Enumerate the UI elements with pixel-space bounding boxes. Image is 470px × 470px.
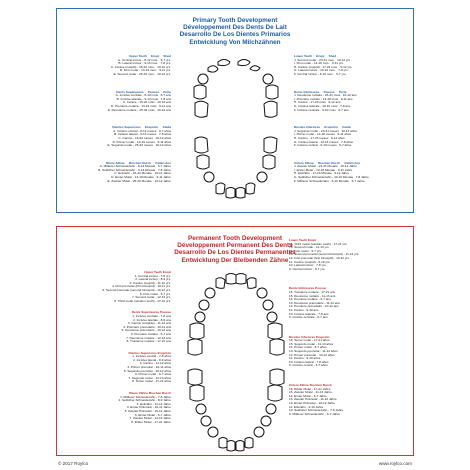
tooth-row: 11. Eckzahn - 9-10 Jahre	[289, 404, 324, 409]
tooth-row: G. Seitlicher Schneidezahn - 10-16 Monate 7-8 Jahre	[294, 175, 369, 180]
tooth-row: 8. Dritter Molar - 17-21 Jahre	[131, 419, 171, 424]
tooth-row: 4. Primer premolar - 10-11 años	[127, 365, 171, 370]
tooth-row: F. Incisivo central - 6-10 meses 6-7 años	[294, 143, 352, 148]
tooth-row: 4. Première prémolaire - 10-11 ans	[123, 324, 171, 329]
tooth-row: H. Canino - 17-23 meses 9-12 años	[294, 135, 345, 140]
tooth-row: D. First molar - 13-19 mos. 9-11 yrs.	[119, 68, 171, 73]
permanent-lower-fr	[289, 287, 389, 319]
tooth-row: E. Second molar - 25-33 mos. 10-12 yrs.	[113, 71, 171, 76]
tooth-row: 12. Première prémolaire - 10-12 ans	[289, 304, 339, 309]
tooth-row: 15. Zweiter Molar - 11-13 Jahre	[289, 390, 332, 395]
tooth-row: 4. First premolar (first bicuspid) - 10-11 yrs.	[112, 284, 171, 289]
website-link[interactable]: www.roylco.com	[378, 461, 412, 466]
primary-lower-fr	[294, 91, 394, 113]
tooth-row: 13. Deuxième prémolaire - 11-12 ans	[289, 300, 340, 305]
tooth-icon	[268, 323, 282, 339]
tooth-icon	[266, 404, 276, 414]
section-header: Dents Supérieures Pousse Perte	[116, 89, 171, 94]
permanent-lower-de	[289, 384, 389, 416]
tooth-row: 2. Lateral incisor - 8-9 yrs.	[135, 277, 171, 282]
tooth-icon	[218, 60, 230, 66]
tooth-row: 2. Seitlicher Schneidezahn - 8-9 Jahre	[118, 398, 171, 403]
tooth-row: H. Canine (cuspid) - 17-23 mos. 9-12 yrs.	[294, 64, 353, 69]
tooth-row: C. Canine - 16-22 mois 10-12 ans	[122, 100, 171, 105]
section-header: Lower Teeth Erupt	[289, 238, 316, 242]
tooth-icon	[227, 441, 235, 452]
primary-upper-en	[71, 55, 171, 77]
tooth-row: D. Première molaire - 13-19 mois 9-11 ans	[111, 103, 171, 108]
tooth-row: J. Zweiter Molar - 23-31 Monate 10-12 Jahre	[294, 164, 357, 169]
primary-title-en: Primary Tooth Development	[192, 17, 278, 24]
tooth-row: 14. Erster Molar - 6-7 Jahre	[289, 393, 327, 398]
tooth-row: B. Lateral incisor - 9-13 mos. 7-8 yrs.	[118, 61, 171, 66]
tooth-row: 13. Zweiter Prämolar - 11-12 Jahre	[289, 397, 337, 402]
tooth-row: 6. Primer molar - 6-7 años	[135, 372, 171, 377]
primary-upper-de	[71, 162, 171, 184]
permanent-lower-es	[289, 336, 389, 368]
primary-title-es: Desarrollo De Los Dientes Primarios	[179, 31, 291, 39]
permanent-upper-column	[71, 271, 171, 424]
tooth-row: G. Incisivo lateral - 10-16 meses 7-8 años	[294, 139, 353, 144]
tooth-icon	[236, 274, 246, 285]
tooth-row: I. Erster Molar - 14-18 Monate 9-11 Jahre	[294, 167, 353, 172]
section-header: Upper Teeth Erupt	[144, 270, 171, 274]
tooth-icon	[199, 300, 209, 310]
section-header: Untere Zähne Brechen Durch	[289, 383, 332, 388]
section-header: Dientes Inferiores Erupción Caída	[294, 125, 351, 130]
section-header: Dientes Superiores Erupción	[128, 350, 171, 355]
tooth-row: 3. Eckzahn - 11-12 Jahre	[136, 401, 171, 406]
tooth-icon	[268, 385, 282, 401]
primary-lower-en	[294, 55, 394, 77]
tooth-row: I. Primer molar - 14-18 meses 9-11 años	[294, 132, 352, 137]
permanent-lower-arch	[188, 369, 284, 451]
tooth-row: C. Eckzahn - 16-22 Monate 10-12 Jahre	[114, 171, 171, 176]
tooth-icon	[236, 188, 245, 199]
permanent-tooth-card	[56, 226, 414, 456]
permanent-upper-es	[71, 352, 171, 384]
tooth-icon	[236, 441, 244, 452]
tooth-icon	[257, 172, 267, 182]
tooth-row: 11. Canine (cuspid) - 9-10 yrs.	[289, 259, 331, 264]
tooth-row: 5. Zweiter Prämolar - 10-12 Jahre	[124, 409, 171, 413]
tooth-row: F. Mittlerer Schneidezahn - 6-10 Monate 6-7 Jahre	[294, 178, 365, 183]
tooth-icon	[195, 312, 205, 322]
tooth-icon	[196, 404, 206, 414]
tooth-row: 7. Second molar - 12-13 yrs.	[131, 295, 171, 300]
tooth-row: 9. Incisive centrale - 6-7 ans	[289, 315, 328, 320]
tooth-icon	[198, 74, 208, 84]
tooth-row: 3. Canino - 11-12 años	[139, 361, 171, 366]
tooth-icon	[219, 438, 227, 449]
tooth-icon	[263, 155, 275, 169]
primary-tooth-card	[56, 8, 414, 213]
tooth-row: 9. Central incisor - 6-7 yrs.	[289, 266, 326, 271]
copyright-text: © 2017 Roylco	[58, 461, 89, 466]
tooth-row: 16. Troisième molaire - 17-21 ans	[289, 289, 336, 294]
permanent-lower-column	[289, 239, 389, 416]
tooth-icon	[246, 183, 255, 194]
tooth-row: 7. Segundo molar - 12-13 años	[128, 375, 171, 380]
tooth-row: 10. Incisive latérale - 7-8 ans	[289, 311, 329, 316]
tooth-row: 10. Lateral incisor - 7-8 yrs.	[289, 263, 327, 268]
primary-upper-column	[71, 55, 171, 183]
tooth-icon	[264, 137, 277, 153]
tooth-icon	[245, 438, 253, 449]
tooth-icon	[270, 369, 284, 385]
section-header: Dents Supérieures Pousse	[131, 310, 171, 315]
section-header: Upper Teeth Erupt Shed	[128, 54, 171, 58]
tooth-icon	[257, 288, 267, 298]
section-header: Obere Zähne Brechen Durch Fallen Aus	[105, 160, 171, 165]
tooth-row: 7. Deuxième molaire - 12-13 ans	[126, 335, 171, 340]
section-header: Lower Teeth Erupt Shed	[294, 54, 337, 58]
tooth-row: A. Central incisor - 8-12 mos. 6-7 yrs.	[118, 57, 171, 62]
tooth-row: 12. Primer premolar - 10-12 años	[289, 352, 335, 357]
permanent-upper-fr	[71, 311, 171, 343]
tooth-icon	[270, 339, 284, 355]
tooth-row: 2. Incisive latérale - 8-9 ans	[133, 317, 171, 322]
tooth-row: 8. Troisième molaire - 17-21 ans	[126, 339, 171, 344]
tooth-row: E. Deuxième molaire - 25-33 mois 10-12 ans	[107, 107, 171, 112]
tooth-row: 16. Dritter Molar - 17-21 Jahre	[289, 386, 331, 391]
tooth-icon	[263, 74, 273, 84]
tooth-row: I. First molar - 14-18 mos. 9-11 yrs.	[294, 61, 344, 66]
tooth-row: J. Deuxième molaire - 23-31 mois 10-12 ans	[294, 93, 357, 98]
permanent-title-en: Permanent Tooth Development	[188, 235, 282, 242]
section-header: Untere Zähne Brechen Durch Fallen Aus	[294, 160, 361, 165]
tooth-row: H. Canine - 17-23 mois 9-12 ans	[294, 100, 341, 105]
tooth-icon	[216, 278, 225, 289]
primary-lower-column	[294, 55, 394, 183]
tooth-row: 5. Second premolar (second bicuspid) - 10-12 yrs.	[102, 287, 171, 292]
tooth-row: J. Segundo molar - 23-31 meses 10-12 años	[294, 128, 357, 133]
tooth-row: 15. Second molar - 11-13 yrs.	[289, 245, 330, 250]
tooth-icon	[188, 369, 202, 385]
section-header: Dientes Inferiores Erupción	[289, 334, 330, 339]
section-header: Dents Inférieures Pousse	[289, 286, 327, 291]
permanent-dental-arch-diagram	[178, 271, 294, 455]
section-header: Dents Inférieures Pousse Perte	[294, 89, 347, 94]
tooth-row: E. Zweiter Molar - 25-33 Monate 10-12 Jahre	[107, 178, 171, 183]
primary-upper-fr	[71, 91, 171, 113]
tooth-row: 9. Mittlerer Schneidezahn - 6-7 Jahre	[289, 411, 340, 416]
tooth-row: G. Incisive latérale - 10-16 mois 7-8 ans	[294, 103, 351, 108]
tooth-icon	[254, 427, 264, 437]
tooth-row: 12. Erster Prämolar - 10-12 Jahre	[289, 401, 336, 405]
tooth-icon	[208, 66, 218, 72]
tooth-row: A. Incisive centrale - 8-12 mois 6-7 ans	[115, 93, 171, 98]
permanent-upper-de	[71, 392, 171, 424]
tooth-row: B. Incisive latérale - 9-13 mois 7-8 ans	[116, 96, 171, 101]
tooth-row: 10. Incisivo lateral - 7-8 años	[289, 359, 329, 364]
tooth-icon	[267, 312, 277, 322]
primary-title-de: Entwicklung Von Milchzähnen	[189, 38, 281, 46]
tooth-icon	[266, 85, 278, 99]
tooth-row: 3. Canine (cuspid) - 11-12 yrs.	[129, 280, 171, 285]
tooth-row: 16. Tercer molar - 17-21 años	[289, 338, 330, 343]
tooth-icon	[216, 183, 225, 194]
tooth-row: 9. Incisivo central - 6-7 años	[289, 363, 328, 368]
tooth-row: D. Erster Molar - 13-19 Monate 9-11 Jahre	[111, 175, 171, 180]
tooth-icon	[264, 101, 277, 117]
tooth-row: 2. Incisivo lateral - 8-9 años	[133, 357, 171, 362]
tooth-row: C. Canino - 16-22 meses 10-12 años	[118, 135, 171, 140]
permanent-title-es: Desarrollo De Los Dientes Permanentes	[174, 249, 296, 257]
primary-titles	[57, 17, 413, 46]
tooth-row: B. Incisivo lateral - 9-13 meses 7-8 años	[114, 132, 171, 137]
tooth-row: G. Lateral incisor - 10-16 mos. 7-8 yrs.	[294, 68, 349, 73]
tooth-icon	[247, 278, 256, 289]
tooth-row: 13. Segundo premolar - 11-12 años	[289, 349, 338, 354]
tooth-row: 1. Central incisor - 7-8 yrs.	[134, 273, 171, 278]
tooth-row: 11. Canine - 9-10 ans	[289, 307, 319, 312]
tooth-row: 15. Deuxième molaire - 11-13 ans	[289, 293, 336, 298]
tooth-row: 14. Première molaire - 6-7 ans	[289, 297, 331, 302]
tooth-icon	[263, 300, 273, 310]
primary-lower-arch	[195, 137, 277, 198]
tooth-row: 14. Primer molar - 6-7 años	[289, 345, 327, 350]
tooth-icon	[226, 274, 236, 285]
tooth-row: 6. Erster Molar - 6-7 Jahre	[134, 412, 171, 417]
section-header: Dientes Superiores Erupción Caída	[112, 125, 171, 130]
tooth-icon	[205, 288, 215, 298]
tooth-row: 8. Tercer molar - 17-21 años	[132, 379, 171, 384]
tooth-icon	[197, 155, 209, 169]
tooth-row: 15. Segundo molar - 11-13 años	[289, 341, 334, 346]
permanent-upper-en	[71, 271, 171, 303]
tooth-icon	[226, 188, 235, 199]
tooth-icon	[188, 339, 202, 355]
tooth-row: 1. Incisivo central - 7-8 años	[132, 354, 171, 359]
tooth-row: 1. Incisive centrale - 7-8 ans	[132, 313, 171, 318]
tooth-icon	[190, 323, 204, 339]
permanent-title-fr: Développement Permanent Des Dents	[177, 242, 293, 250]
tooth-row: A. Incisivo central - 8-12 meses 6-7 años	[113, 128, 171, 133]
tooth-row: 6. Première molaire - 6-7 ans	[130, 331, 171, 336]
tooth-row: 13. Second premolar (second bicuspid) - 11-12 yrs.	[289, 252, 360, 257]
tooth-row: H. Eckzahn - 17-23 Monate 9-12 Jahre	[294, 171, 350, 176]
tooth-row: 1. Mittlerer Schneidezahn - 7-8 Jahre	[120, 394, 171, 399]
tooth-row: 16. Third molar (wisdom tooth) - 17-21 yrs.	[289, 241, 348, 246]
tooth-row: D. Primer molar - 13-19 meses 9-11 años	[112, 139, 171, 144]
tooth-icon	[208, 427, 218, 437]
tooth-row: 11. Canino - 9-10 años	[289, 356, 321, 361]
tooth-row: 7. Zweiter Molar - 12-13 Jahre	[129, 416, 171, 421]
tooth-row: 8. Third molar (wisdom tooth) - 17-21 yrs.	[114, 298, 171, 303]
tooth-icon	[201, 416, 211, 426]
tooth-row: 10. Seitlicher Schneidezahn - 7-8 Jahre	[289, 408, 344, 413]
permanent-upper-arch	[188, 274, 284, 356]
tooth-icon	[195, 137, 208, 153]
tooth-row: 5. Deuxième prémolaire - 10-12 ans	[121, 328, 171, 333]
primary-dental-arch-diagram	[188, 53, 284, 203]
tooth-row: F. Incisive centrale - 6-10 mois 6-7 ans	[294, 107, 349, 112]
tooth-icon	[194, 85, 206, 99]
tooth-row: F. Central incisor - 6-10 mos. 6-7 yrs.	[294, 71, 347, 76]
tooth-row: 12. First premolar (first bicuspid) - 10-12 yrs.	[289, 255, 350, 260]
primary-title-fr: Développement Des Dents De Lait	[183, 24, 287, 32]
primary-lower-de	[294, 162, 394, 184]
tooth-icon	[238, 60, 250, 66]
tooth-icon	[190, 385, 204, 401]
permanent-lower-en	[289, 239, 389, 271]
primary-lower-es	[294, 126, 394, 148]
tooth-icon	[250, 66, 260, 71]
tooth-row: B. Seitlicher Schneidezahn - 9-13 Monate 7-8 Jahre	[98, 167, 171, 172]
tooth-row: C. Canine (cuspid) - 16-22 mos. 10-12 yrs.	[110, 64, 171, 69]
tooth-row: A. Mittlerer Schneidezahn - 8-12 Monate 6-7 Jahre	[99, 164, 171, 169]
tooth-icon	[261, 416, 271, 426]
tooth-row: I. Première molaire - 14-18 mois 9-11 ans	[294, 96, 353, 101]
tooth-row: E. Segundo molar - 25-33 meses 10-12 años	[107, 143, 171, 148]
tooth-row: 3. Canine (cuspide) - 11-12 ans	[127, 321, 171, 326]
tooth-row: 14. First molar - 6-7 yrs.	[289, 248, 322, 253]
tooth-icon	[204, 172, 214, 182]
tooth-row: 6. First molar - 6-7 yrs.	[139, 291, 171, 296]
tooth-row: J. Second molar - 23-31 mos. 10-12 yrs.	[294, 57, 351, 62]
section-header: Obere Zähne Brechen Durch	[129, 391, 171, 396]
permanent-title-de: Entwicklung Der Bleibenden Zähne	[181, 256, 289, 264]
tooth-row: 5. Segundo premolar - 10-12 años	[123, 368, 171, 373]
primary-upper-es	[71, 126, 171, 148]
tooth-row: 4. Erster Prämolar - 10-11 Jahre	[126, 405, 171, 410]
primary-upper-arch	[194, 60, 278, 118]
tooth-icon	[195, 101, 208, 117]
